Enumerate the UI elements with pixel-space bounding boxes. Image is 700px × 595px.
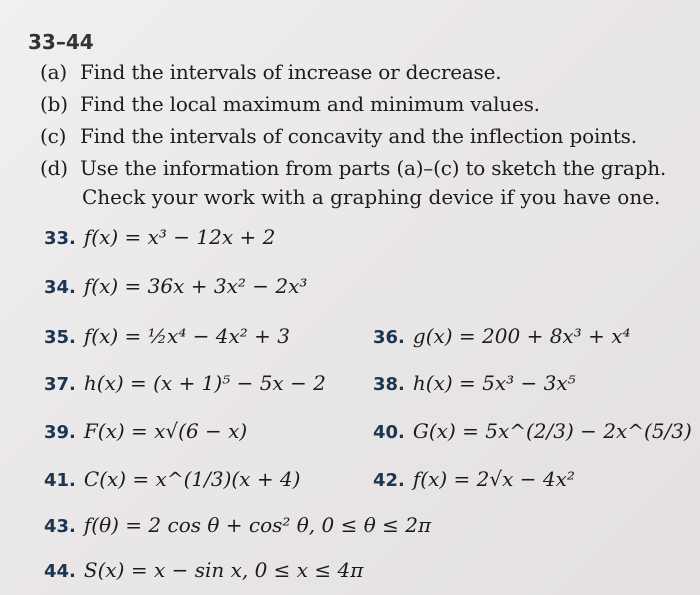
instruction-label: (c)	[40, 124, 67, 148]
problem-33	[44, 225, 275, 249]
problem-number: 39.	[44, 422, 76, 443]
problem-number: 44.	[44, 561, 76, 582]
problem-43	[44, 513, 431, 537]
problem-41	[44, 467, 300, 491]
instruction-text: Find the intervals of increase or decrease.	[80, 60, 502, 84]
problem-35	[44, 324, 290, 348]
problem-38	[373, 371, 576, 395]
instruction-label: (b)	[40, 92, 68, 116]
problem-number: 36.	[373, 327, 405, 348]
instruction-text: Find the intervals of concavity and the inflection points.	[80, 124, 637, 148]
instruction-text: Use the information from parts (a)–(c) to sketch the graph.	[80, 156, 667, 180]
problem-expression: f(x) = 36x + 3x² − 2x³	[83, 274, 308, 298]
problem-number: 35.	[44, 327, 76, 348]
instruction-d-continued: Check your work with a graphing device if you have one.	[82, 185, 661, 209]
problem-number: 38.	[373, 374, 405, 395]
problem-expression: h(x) = 5x³ − 3x⁵	[412, 371, 576, 395]
instruction-d	[40, 156, 666, 180]
problem-36	[373, 324, 631, 348]
problem-expression: S(x) = x − sin x, 0 ≤ x ≤ 4π	[83, 558, 364, 582]
problem-37	[44, 371, 326, 395]
instruction-c	[40, 124, 637, 148]
instruction-label: (a)	[40, 60, 67, 84]
instruction-a	[40, 60, 501, 84]
problem-number: 41.	[44, 470, 76, 491]
instruction-label: (d)	[40, 156, 68, 180]
problem-expression: C(x) = x^(1/3)(x + 4)	[83, 467, 301, 491]
problem-expression: f(x) = 2√x − 4x²	[412, 467, 575, 491]
problem-expression: f(θ) = 2 cos θ + cos² θ, 0 ≤ θ ≤ 2π	[83, 513, 432, 537]
problem-expression: f(x) = x³ − 12x + 2	[83, 225, 276, 249]
instruction-b	[40, 92, 540, 116]
problem-number: 43.	[44, 516, 76, 537]
problem-expression: g(x) = 200 + 8x³ + x⁴	[412, 324, 631, 348]
problem-number: 42.	[373, 470, 405, 491]
problem-expression: f(x) = ½x⁴ − 4x² + 3	[83, 324, 291, 348]
problem-34	[44, 274, 307, 298]
exercise-range-header: 33–44	[28, 30, 94, 54]
problem-number: 34.	[44, 277, 76, 298]
problem-42	[373, 467, 575, 491]
problem-expression: F(x) = x√(6 − x)	[83, 419, 248, 443]
problem-44	[44, 558, 363, 582]
problem-number: 33.	[44, 228, 76, 249]
problem-39	[44, 419, 247, 443]
problem-number: 40.	[373, 422, 405, 443]
problem-number: 37.	[44, 374, 76, 395]
problem-expression: h(x) = (x + 1)⁵ − 5x − 2	[83, 371, 326, 395]
problem-expression: G(x) = 5x^(2/3) − 2x^(5/3)	[412, 419, 692, 443]
problem-40	[373, 419, 692, 443]
instruction-text: Find the local maximum and minimum values.	[80, 92, 540, 116]
